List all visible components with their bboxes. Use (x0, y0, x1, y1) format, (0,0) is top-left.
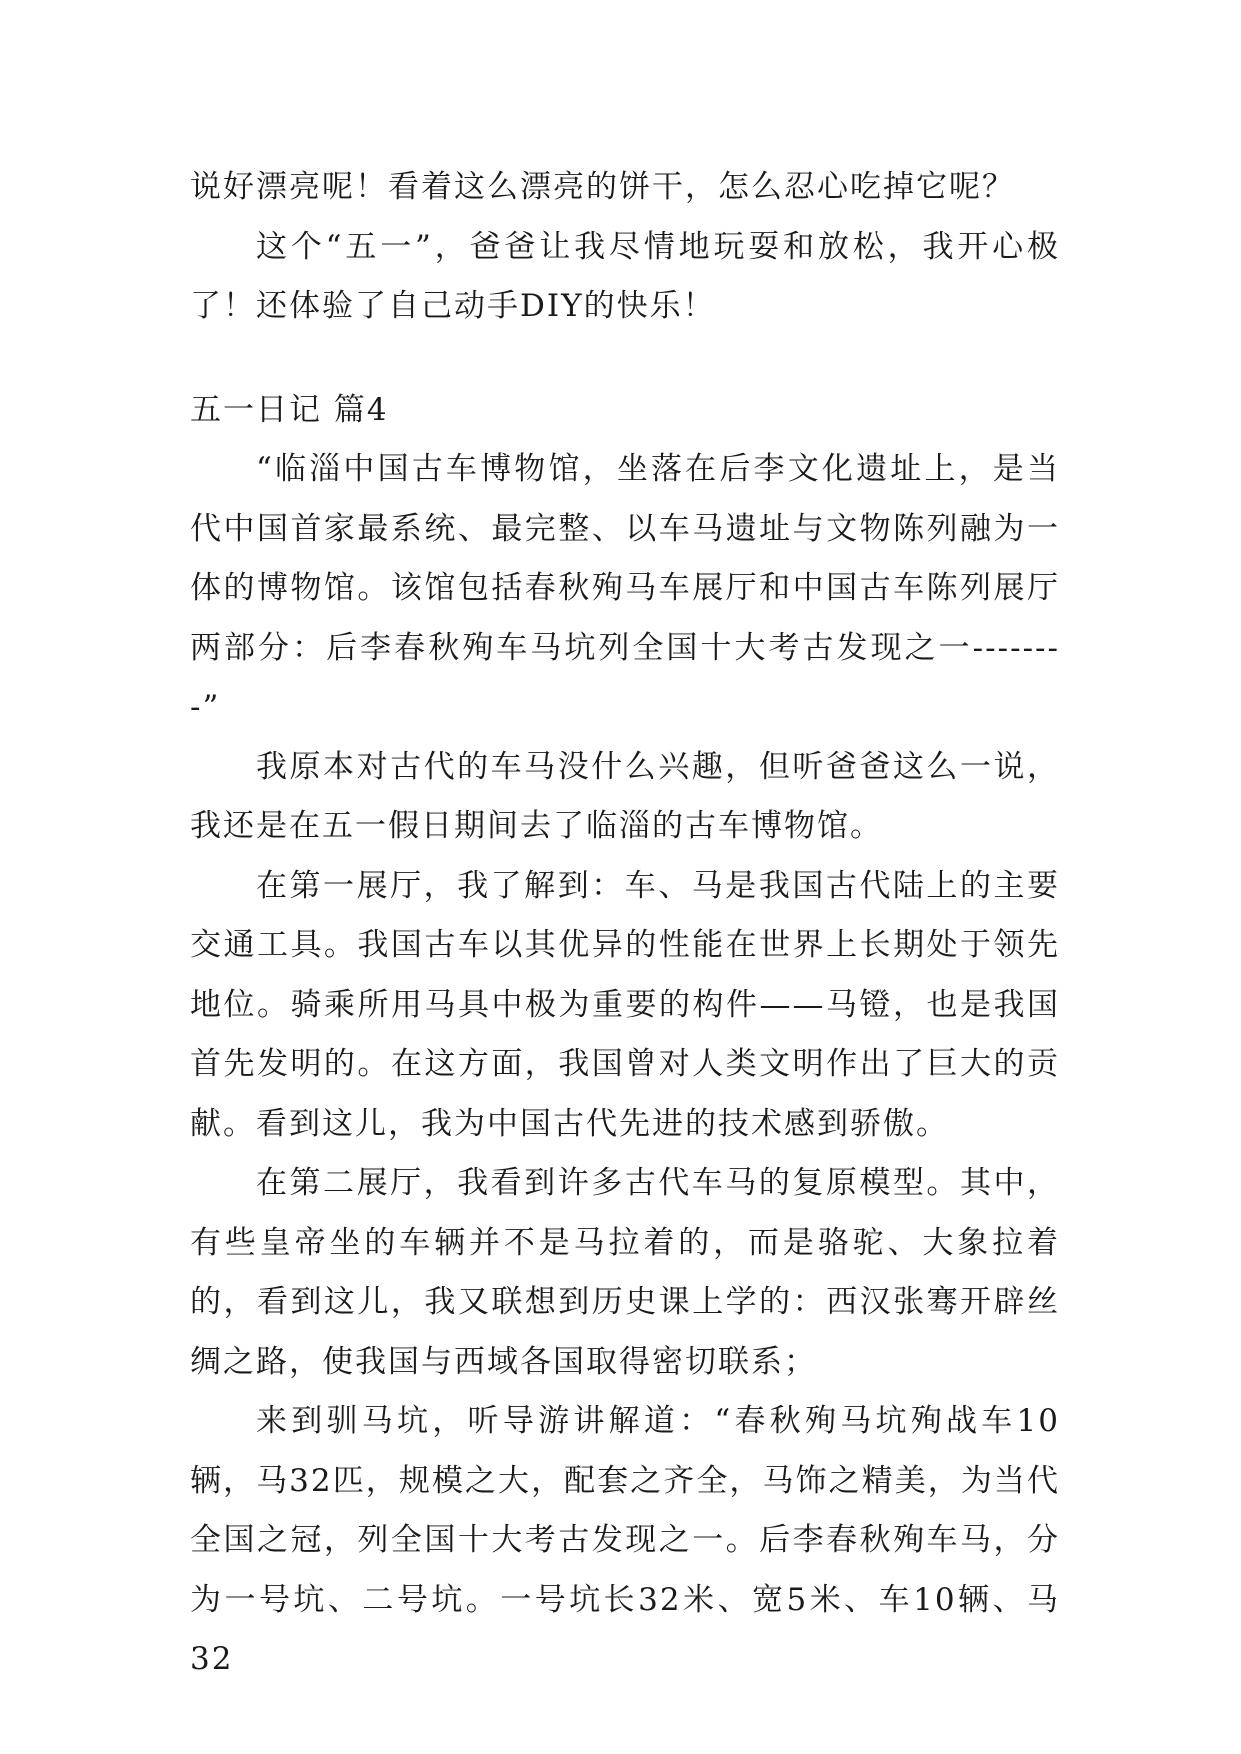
paragraph: 在第一展厅，我了解到：车、马是我国古代陆上的主要交通工具。我国古车以其优异的性能在世界上长期处于领先地位。骑乘所用马具中极为重要的构件——马镫，也是我国首先发明的。在这方面，我国曾对人类文明作出了巨大的贡献。看到这儿，我为中国古代先进的技术感到骄傲。 (190, 867, 1060, 1142)
document-body (190, 158, 1060, 1690)
paragraph: “临淄中国古车博物馆，坐落在后李文化遗址上，是当代中国首家最系统、最完整、以车马遗址与文物陈列融为一体的博物馆。该馆包括春秋殉马车展厅和中国古车陈列展厅两部分：后李春秋殉车马坑列全国十大考古发现之一--------” (190, 451, 1060, 725)
paragraph: 来到驯马坑，听导游讲解道：“春秋殉马坑殉战车10辆，马32匹，规模之大，配套之齐全，马饰之精美，为当代全国之冠，列全国十大考古发现之一。后李春秋殉车马，分为一号坑、二号坑。一号坑长32米、宽5米、车10辆、马32 (190, 1403, 1060, 1677)
paragraph: 说好漂亮呢！看着这么漂亮的饼干，怎么忍心吃掉它呢？ (190, 169, 1015, 205)
paragraph: 在第二展厅，我看到许多古代车马的复原模型。其中，有些皇帝坐的车辆并不是马拉着的，而是骆驼、大象拉着的，看到这儿，我又联想到历史课上学的：西汉张骞开辟丝绸之路，使我国与西域各国取得密切联系； (190, 1165, 1060, 1380)
paragraph: 这个“五一”，爸爸让我尽情地玩耍和放松，我开心极了！还体验了自己动手DIY的快乐！ (190, 228, 1060, 324)
section-title: 五一日记 篇4 (190, 391, 389, 428)
paragraph: 我原本对古代的车马没什么兴趣，但听爸爸这么一说，我还是在五一假日期间去了临淄的古车博物馆。 (190, 748, 1060, 844)
